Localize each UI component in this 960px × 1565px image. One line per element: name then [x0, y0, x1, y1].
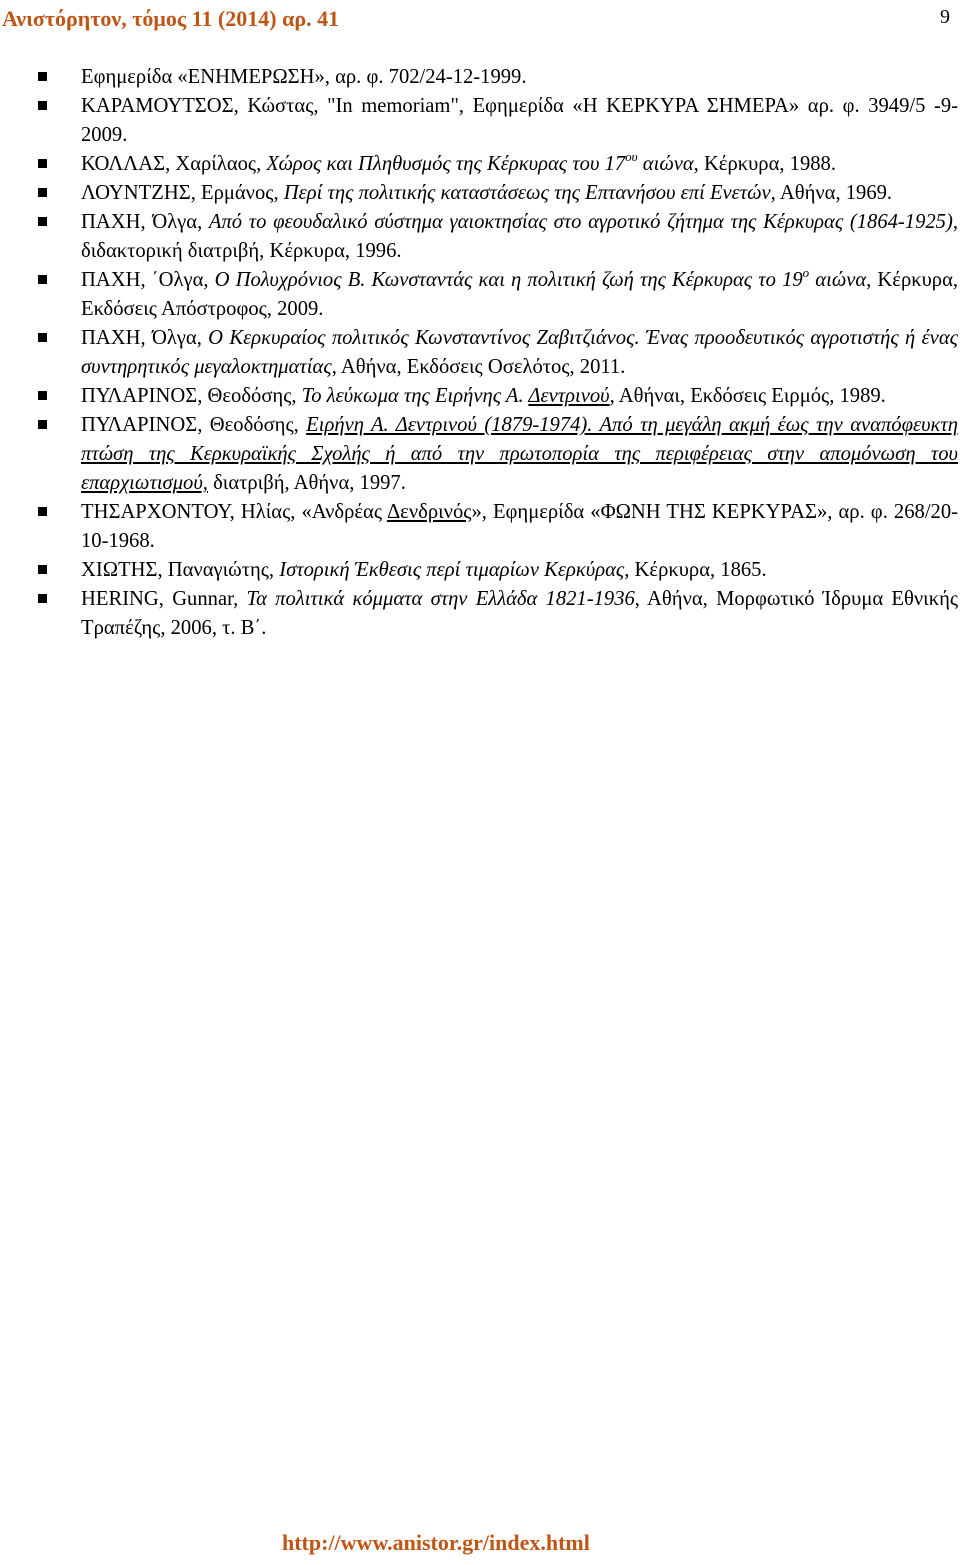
bibliography-entry — [38, 556, 958, 585]
bullet-icon — [38, 333, 47, 342]
entry-title: Τα πολιτικά κόμματα στην Ελλάδα 1821-1936 — [246, 588, 635, 610]
entry-publication: διατριβή, Αθήνα, 1997. — [207, 472, 406, 494]
entry-underlined: Δενδρινός — [386, 501, 472, 523]
bullet-icon — [38, 101, 47, 110]
bullet-icon — [38, 507, 47, 516]
entry-publication: », Εφημερίδα «ΦΩΝΗ ΤΗΣ ΚΕΡΚΥΡΑΣ», αρ. φ. 268/20-10-1968. — [81, 501, 958, 552]
bullet-icon — [38, 275, 47, 284]
entry-title-underlined: Δεντρινού — [528, 385, 610, 407]
entry-author: ΛΟΥΝΤΖΗΣ, Ερμάνος, — [81, 182, 284, 204]
entry-text: Εφημερίδα «ΕΝΗΜΕΡΩΣΗ», αρ. φ. 702/24-12-1999. — [81, 66, 527, 88]
entry-author: ΠΥΛΑΡΙΝΟΣ, Θεοδόσης, — [81, 385, 302, 407]
entry-publication: , διδακτορική διατριβή, Κέρκυρα, 1996. — [81, 211, 958, 262]
entry-title: Ο Πολυχρόνιος Β. Κωνσταντάς και η πολιτική ζωή της Κέρκυρας το 19 — [214, 269, 803, 291]
page-number: 9 — [940, 6, 950, 28]
entry-publication: , Αθήνα, Μορφωτικό Ίδρυμα Εθνικής Τραπέζης, 2006, τ. Β΄. — [81, 588, 959, 639]
journal-title: Ανιστόρητον, τόμος 11 (2014) αρ. 41 — [2, 6, 340, 31]
entry-author: ΠΥΛΑΡΙΝΟΣ, Θεοδόσης, — [81, 414, 307, 436]
bibliography-entry — [38, 150, 958, 179]
bullet-icon — [38, 217, 47, 226]
bibliography-list — [38, 63, 958, 643]
entry-author: ΠΑΧΗ, Όλγα, — [81, 211, 209, 233]
page-header — [0, 2, 960, 36]
bibliography-entry — [38, 63, 958, 92]
bibliography-entry — [38, 498, 958, 556]
entry-publication: , Αθήνα, Εκδόσεις Οσελότος, 2011. — [331, 356, 626, 378]
entry-title: Χώρος και Πληθυσμός της Κέρκυρας του 17 — [266, 153, 626, 175]
entry-superscript: ου — [625, 149, 638, 164]
entry-author: HERING, Gunnar, — [81, 588, 247, 610]
bibliography-entry — [38, 382, 958, 411]
entry-title: Ιστορική Έκθεσις περί τιμαρίων Κερκύρας — [279, 559, 625, 581]
entry-title-cont: αιώνα — [637, 153, 694, 175]
entry-title-cont: αιώνα — [809, 269, 867, 291]
bibliography-entry — [38, 585, 958, 643]
entry-publication: , Κέρκυρα, 1988. — [693, 153, 837, 175]
bibliography-entry — [38, 92, 958, 150]
bullet-icon — [38, 420, 47, 429]
entry-title-underlined: Ειρήνη Α. Δεντρινού (1879-1974). Από τη μεγάλη ακμή έως την αναπόφευκτη πτώση της Κερκυραϊκής Σχολής ή από την πρωτοπορία της περιφέρειας στην απομόνωση του επαρχιωτισμού, — [81, 414, 958, 494]
entry-title: Περί της πολιτικής καταστάσεως της Επτανήσου επί Ενετών — [283, 182, 771, 204]
entry-text: ΚΑΡΑΜΟΥΤΣΟΣ, Κώστας, "In memoriam", Εφημερίδα «Η ΚΕΡΚΥΡΑ ΣΗΜΕΡΑ» αρ. φ. 3949/5 -9-2009. — [81, 95, 958, 146]
bullet-icon — [38, 391, 47, 400]
bibliography-entry — [38, 324, 958, 382]
bibliography-entry — [38, 411, 958, 498]
entry-publication: , Κέρκυρα, Εκδόσεις Απόστροφος, 2009. — [81, 269, 959, 320]
entry-author: ΧΙΩΤΗΣ, Παναγιώτης, — [81, 559, 280, 581]
bullet-icon — [38, 565, 47, 574]
entry-author: ΚΟΛΛΑΣ, Χαρίλαος, — [81, 153, 267, 175]
bullet-icon — [38, 159, 47, 168]
entry-publication: , Αθήνα, 1969. — [770, 182, 893, 204]
entry-title: Από το φεουδαλικό σύστημα γαιοκτησίας στο αγροτικό ζήτημα της Κέρκυρας (1864-1925) — [208, 211, 953, 233]
bullet-icon — [38, 188, 47, 197]
bullet-icon — [38, 594, 47, 603]
footer-url-link[interactable]: http://www.anistor.gr/index.html — [282, 1530, 590, 1555]
entry-author: ΠΑΧΗ, ΄Ολγα, — [81, 269, 215, 291]
bullet-icon — [38, 72, 47, 81]
entry-publication: , Κέρκυρα, 1865. — [624, 559, 767, 581]
bibliography-entry — [38, 266, 958, 324]
entry-publication: , Αθήναι, Εκδόσεις Ειρμός, 1989. — [609, 385, 886, 407]
bibliography-entry — [38, 208, 958, 266]
entry-title: Το λεύκωμα της Ειρήνης Α. — [301, 385, 529, 407]
entry-superscript: ο — [802, 265, 810, 280]
entry-author: ΠΑΧΗ, Όλγα, — [81, 327, 209, 349]
bibliography-entry — [38, 179, 958, 208]
entry-author: ΤΗΣΑΡΧΟΝΤΟΥ, Ηλίας, «Ανδρέας — [81, 501, 387, 523]
entry-title: Ο Κερκυραίος πολιτικός Κωνσταντίνος Ζαβιτζιάνος. Ένας προοδευτικός αγροτιστής ή ένας συντηρητικός μεγαλοκτηματίας — [81, 327, 958, 378]
